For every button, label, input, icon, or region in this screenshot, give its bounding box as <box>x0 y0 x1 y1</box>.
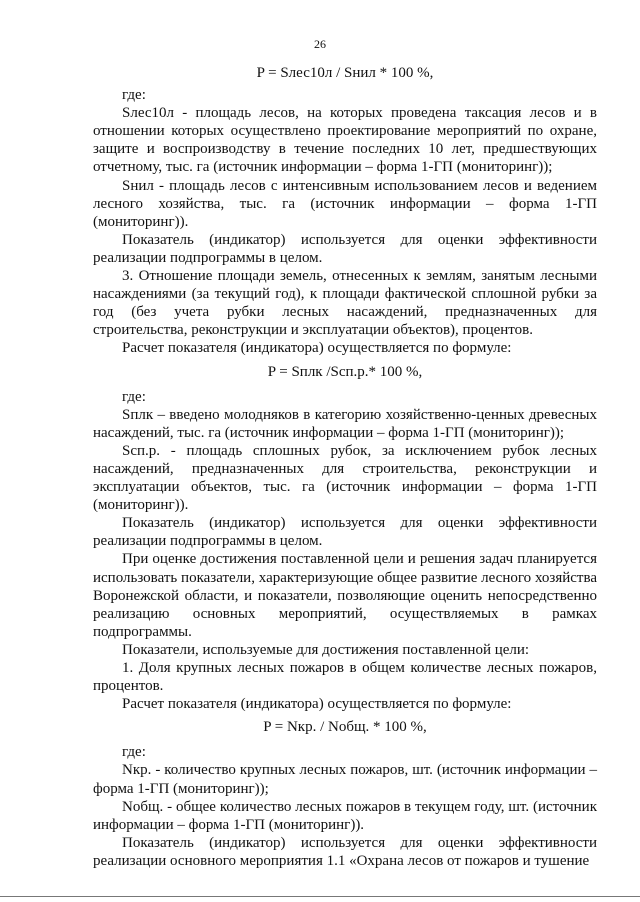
definition-paragraph: Sсп.р. - площадь сплошных рубок, за исключением рубок лесных насаждений, предназначенных для строительства, реконструкции и эксплуатации объектов, тыс. га (источник информации – форма 1-ГП (мониторинг)). <box>93 442 597 514</box>
formula-1: P = Sлес10л / Sнил * 100 %, <box>256 65 434 81</box>
body-paragraph: При оценке достижения поставленной цели и решения задач планируется использовать показатели, характеризующие общее развитие лесного хозяйства Воронежской области, и показатели, позволяющие оценить непосредственно реализацию основных мероприятий, осуществляемых в рамках подпрограммы. <box>93 551 597 640</box>
formula-2: P = Sплк /Sсп.р.* 100 %, <box>267 363 423 380</box>
definition-paragraph: Sплк – введено молодняков в категорию хозяйственно-ценных древесных насаждений, тыс. га (источник информации – форма 1-ГП (мониторинг)); <box>93 406 597 441</box>
formula-3: P = Nкр. / Nобщ. * 100 %, <box>263 719 427 736</box>
formula-intro: Расчет показателя (индикатора) осуществляется по формуле: <box>122 340 512 357</box>
document-body <box>93 62 597 870</box>
indicator-3-heading: 3. Отношение площади земель, отнесенных к землям, занятым лесными насаждениями (за текущий год), к площади фактической сплошной рубки за год (без учета рубки лесных насаждений, предназначенных для строительства, реконструкции и эксплуатации объектов), процентов. <box>93 268 597 339</box>
definition-paragraph: Sнил - площадь лесов с интенсивным использованием лесов и ведением лесного хозяйства, тыс. га (источник информации – форма 1-ГП (мониторинг)). <box>93 177 597 230</box>
page-bottom-divider <box>0 896 640 897</box>
body-paragraph: Показатели, используемые для достижения поставленной цели: <box>122 641 530 658</box>
where-label: где: <box>122 744 146 761</box>
definition-paragraph: Sлес10л - площадь лесов, на которых проведена таксация лесов и в отношении которых осуществлено проектирование мероприятий по охране, защите и воспроизводству в течение последних 10 лет, предшествующих отчетному, тыс. га (источник информации – форма 1-ГП (мониторинг)); <box>93 105 597 176</box>
indicator-usage-paragraph: Показатель (индикатор) используется для оценки эффективности реализации подпрограммы в целом. <box>93 515 597 550</box>
page-number: 26 <box>314 37 326 51</box>
where-label: где: <box>122 87 146 104</box>
indicator-usage-paragraph: Показатель (индикатор) используется для оценки эффективности реализации основного мероприятия 1.1 «Охрана лесов от пожаров и тушение <box>93 834 597 869</box>
definition-paragraph: Nкр. - количество крупных лесных пожаров, шт. (источник информации – форма 1-ГП (мониторинг)); <box>93 762 597 797</box>
formula-intro: Расчет показателя (индикатора) осуществляется по формуле: <box>122 696 512 713</box>
definition-paragraph: Nобщ. - общее количество лесных пожаров в текущем году, шт. (источник информации – форма 1-ГП (мониторинг)). <box>93 798 597 833</box>
where-label: где: <box>122 388 146 405</box>
indicator-1-heading: 1. Доля крупных лесных пожаров в общем количестве лесных пожаров, процентов. <box>93 660 597 695</box>
indicator-usage-paragraph: Показатель (индикатор) используется для оценки эффективности реализации подпрограммы в целом. <box>93 231 597 266</box>
